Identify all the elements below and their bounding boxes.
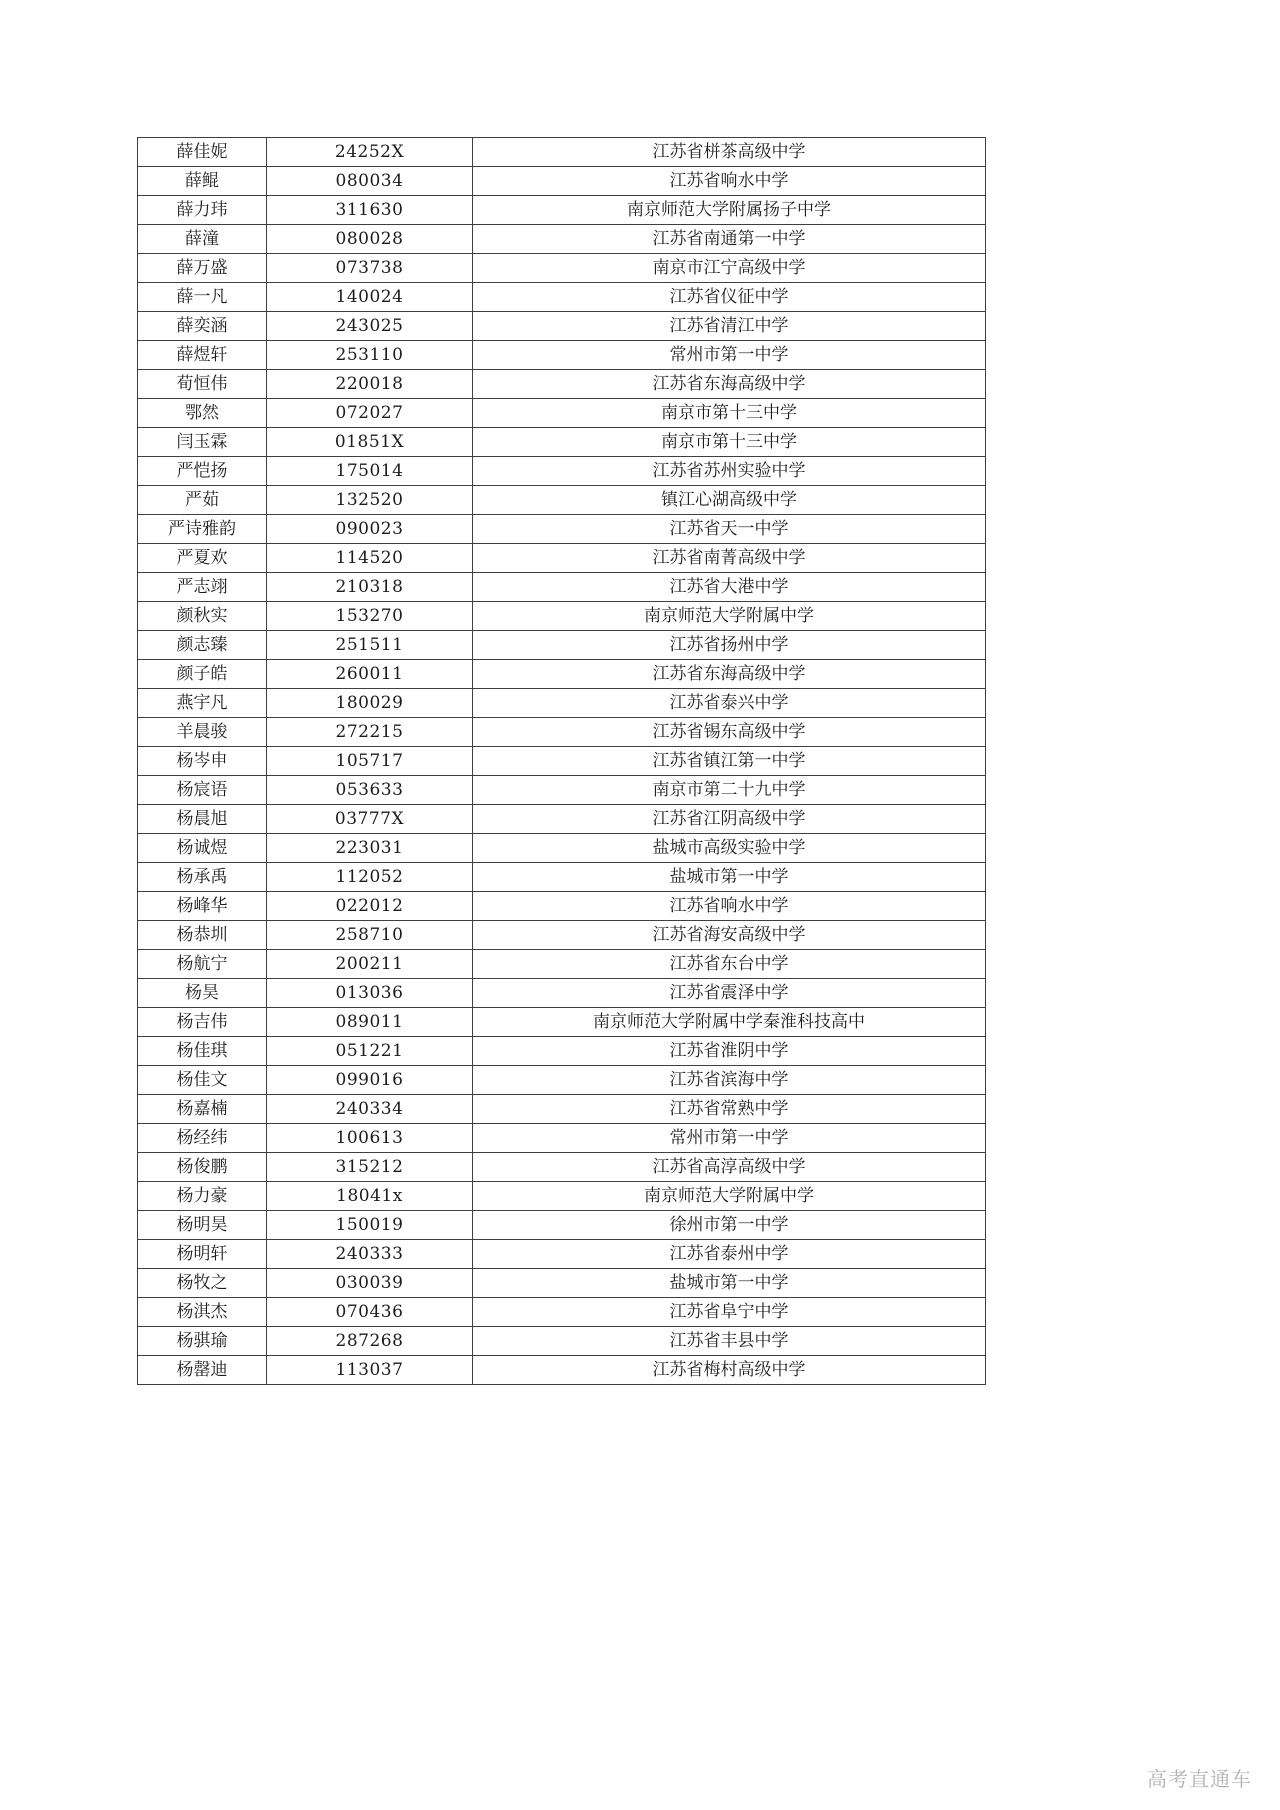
exam-number-cell: 051221 [267, 1037, 473, 1066]
exam-number-cell: 105717 [267, 747, 473, 776]
exam-number-cell: 070436 [267, 1298, 473, 1327]
student-name-cell: 杨罄迪 [138, 1356, 267, 1385]
school-name-cell: 江苏省滨海中学 [473, 1066, 986, 1095]
student-name-cell: 杨诚煜 [138, 834, 267, 863]
school-name-cell: 江苏省南菁高级中学 [473, 544, 986, 573]
school-name-cell: 江苏省镇江第一中学 [473, 747, 986, 776]
exam-number-cell: 210318 [267, 573, 473, 602]
exam-number-cell: 089011 [267, 1008, 473, 1037]
school-name-cell: 常州市第一中学 [473, 341, 986, 370]
exam-number-cell: 132520 [267, 486, 473, 515]
table-row [138, 1095, 986, 1124]
exam-number-cell: 080034 [267, 167, 473, 196]
exam-number-cell: 080028 [267, 225, 473, 254]
exam-number-cell: 253110 [267, 341, 473, 370]
table-row [138, 602, 986, 631]
exam-number-cell: 112052 [267, 863, 473, 892]
school-name-cell: 江苏省海安高级中学 [473, 921, 986, 950]
table-row [138, 747, 986, 776]
table-row [138, 718, 986, 747]
school-name-cell: 江苏省东台中学 [473, 950, 986, 979]
table-row [138, 399, 986, 428]
table-row [138, 225, 986, 254]
student-name-cell: 颜秋实 [138, 602, 267, 631]
table-row [138, 1008, 986, 1037]
student-name-cell: 羊晨骏 [138, 718, 267, 747]
table-row [138, 1066, 986, 1095]
table-row [138, 1182, 986, 1211]
school-name-cell: 江苏省仪征中学 [473, 283, 986, 312]
student-name-cell: 严茹 [138, 486, 267, 515]
exam-number-cell: 140024 [267, 283, 473, 312]
exam-number-cell: 240334 [267, 1095, 473, 1124]
table-row [138, 370, 986, 399]
exam-number-cell: 200211 [267, 950, 473, 979]
school-name-cell: 南京师范大学附属中学秦淮科技高中 [473, 1008, 986, 1037]
school-name-cell: 江苏省天一中学 [473, 515, 986, 544]
student-name-cell: 杨嘉楠 [138, 1095, 267, 1124]
exam-number-cell: 013036 [267, 979, 473, 1008]
exam-number-cell: 240333 [267, 1240, 473, 1269]
school-name-cell: 徐州市第一中学 [473, 1211, 986, 1240]
table-row [138, 428, 986, 457]
table-row [138, 254, 986, 283]
school-name-cell: 盐城市高级实验中学 [473, 834, 986, 863]
table-row [138, 515, 986, 544]
student-name-cell: 杨骐瑜 [138, 1327, 267, 1356]
exam-number-cell: 150019 [267, 1211, 473, 1240]
table-row [138, 834, 986, 863]
student-name-cell: 杨俊鹏 [138, 1153, 267, 1182]
school-name-cell: 盐城市第一中学 [473, 863, 986, 892]
school-name-cell: 江苏省东海高级中学 [473, 660, 986, 689]
exam-number-cell: 223031 [267, 834, 473, 863]
exam-number-cell: 01851X [267, 428, 473, 457]
school-name-cell: 江苏省淮阴中学 [473, 1037, 986, 1066]
exam-number-cell: 053633 [267, 776, 473, 805]
table-row [138, 863, 986, 892]
student-name-cell: 薛奕涵 [138, 312, 267, 341]
school-name-cell: 盐城市第一中学 [473, 1269, 986, 1298]
table-row [138, 660, 986, 689]
school-name-cell: 江苏省响水中学 [473, 167, 986, 196]
exam-number-cell: 022012 [267, 892, 473, 921]
student-name-cell: 薛鲲 [138, 167, 267, 196]
school-name-cell: 南京师范大学附属中学 [473, 1182, 986, 1211]
table-row [138, 1269, 986, 1298]
school-name-cell: 南京师范大学附属扬子中学 [473, 196, 986, 225]
student-name-cell: 杨航宁 [138, 950, 267, 979]
student-name-cell: 杨明昊 [138, 1211, 267, 1240]
exam-number-cell: 073738 [267, 254, 473, 283]
exam-number-cell: 272215 [267, 718, 473, 747]
student-name-cell: 闫玉霖 [138, 428, 267, 457]
exam-number-cell: 243025 [267, 312, 473, 341]
exam-number-cell: 153270 [267, 602, 473, 631]
school-name-cell: 江苏省锡东高级中学 [473, 718, 986, 747]
school-name-cell: 江苏省泰州中学 [473, 1240, 986, 1269]
exam-number-cell: 251511 [267, 631, 473, 660]
table-row [138, 573, 986, 602]
school-name-cell: 南京师范大学附属中学 [473, 602, 986, 631]
student-name-cell: 薛力玮 [138, 196, 267, 225]
student-name-cell: 杨宸语 [138, 776, 267, 805]
table-row [138, 1037, 986, 1066]
student-name-cell: 严恺扬 [138, 457, 267, 486]
student-name-cell: 杨佳文 [138, 1066, 267, 1095]
exam-number-cell: 258710 [267, 921, 473, 950]
table-row [138, 921, 986, 950]
school-name-cell: 江苏省常熟中学 [473, 1095, 986, 1124]
school-name-cell: 江苏省苏州实验中学 [473, 457, 986, 486]
exam-number-cell: 287268 [267, 1327, 473, 1356]
table-row [138, 544, 986, 573]
table-row [138, 283, 986, 312]
student-name-cell: 严诗雅韵 [138, 515, 267, 544]
exam-number-cell: 315212 [267, 1153, 473, 1182]
exam-number-cell: 030039 [267, 1269, 473, 1298]
table-row [138, 196, 986, 225]
student-name-cell: 杨恭圳 [138, 921, 267, 950]
exam-number-cell: 03777X [267, 805, 473, 834]
student-name-cell: 杨承禹 [138, 863, 267, 892]
table-row [138, 1298, 986, 1327]
student-name-cell: 严志翊 [138, 573, 267, 602]
student-name-cell: 杨经纬 [138, 1124, 267, 1153]
student-name-cell: 薛煜轩 [138, 341, 267, 370]
table-row [138, 486, 986, 515]
student-name-cell: 杨淇杰 [138, 1298, 267, 1327]
school-name-cell: 江苏省梅村高级中学 [473, 1356, 986, 1385]
exam-number-cell: 180029 [267, 689, 473, 718]
student-name-cell: 杨力豪 [138, 1182, 267, 1211]
exam-number-cell: 311630 [267, 196, 473, 225]
table-row [138, 689, 986, 718]
student-name-cell: 杨昊 [138, 979, 267, 1008]
school-name-cell: 镇江心湖高级中学 [473, 486, 986, 515]
student-name-cell: 鄂然 [138, 399, 267, 428]
table-row [138, 1211, 986, 1240]
exam-number-cell: 18041x [267, 1182, 473, 1211]
student-name-cell: 杨峰华 [138, 892, 267, 921]
exam-number-cell: 113037 [267, 1356, 473, 1385]
student-name-cell: 颜子皓 [138, 660, 267, 689]
school-name-cell: 南京市第十三中学 [473, 428, 986, 457]
exam-number-cell: 114520 [267, 544, 473, 573]
student-roster-table [137, 137, 986, 1385]
table-row [138, 1327, 986, 1356]
table-row [138, 1153, 986, 1182]
student-name-cell: 燕宇凡 [138, 689, 267, 718]
school-name-cell: 江苏省清江中学 [473, 312, 986, 341]
table-row [138, 167, 986, 196]
school-name-cell: 江苏省江阴高级中学 [473, 805, 986, 834]
student-name-cell: 杨岑申 [138, 747, 267, 776]
table-row [138, 457, 986, 486]
table-row [138, 312, 986, 341]
exam-number-cell: 090023 [267, 515, 473, 544]
student-name-cell: 严夏欢 [138, 544, 267, 573]
student-name-cell: 颜志臻 [138, 631, 267, 660]
table-row [138, 138, 986, 167]
school-name-cell: 江苏省震泽中学 [473, 979, 986, 1008]
table-row [138, 631, 986, 660]
student-name-cell: 杨吉伟 [138, 1008, 267, 1037]
school-name-cell: 江苏省高淳高级中学 [473, 1153, 986, 1182]
exam-number-cell: 072027 [267, 399, 473, 428]
school-name-cell: 江苏省东海高级中学 [473, 370, 986, 399]
school-name-cell: 江苏省丰县中学 [473, 1327, 986, 1356]
student-name-cell: 薛万盛 [138, 254, 267, 283]
school-name-cell: 江苏省扬州中学 [473, 631, 986, 660]
table-row [138, 341, 986, 370]
school-name-cell: 江苏省阜宁中学 [473, 1298, 986, 1327]
student-name-cell: 杨牧之 [138, 1269, 267, 1298]
exam-number-cell: 24252X [267, 138, 473, 167]
school-name-cell: 江苏省响水中学 [473, 892, 986, 921]
student-name-cell: 薛一凡 [138, 283, 267, 312]
school-name-cell: 常州市第一中学 [473, 1124, 986, 1153]
school-name-cell: 南京市第十三中学 [473, 399, 986, 428]
exam-number-cell: 100613 [267, 1124, 473, 1153]
table-row [138, 950, 986, 979]
school-name-cell: 江苏省栟茶高级中学 [473, 138, 986, 167]
student-name-cell: 荀恒伟 [138, 370, 267, 399]
student-name-cell: 杨明轩 [138, 1240, 267, 1269]
school-name-cell: 江苏省大港中学 [473, 573, 986, 602]
school-name-cell: 南京市第二十九中学 [473, 776, 986, 805]
student-name-cell: 薛潼 [138, 225, 267, 254]
table-row [138, 776, 986, 805]
table-row [138, 805, 986, 834]
school-name-cell: 江苏省泰兴中学 [473, 689, 986, 718]
table-row [138, 1356, 986, 1385]
table-row [138, 1240, 986, 1269]
exam-number-cell: 260011 [267, 660, 473, 689]
exam-number-cell: 099016 [267, 1066, 473, 1095]
table-row [138, 892, 986, 921]
table-row [138, 1124, 986, 1153]
watermark-text: 高考直通车 [1147, 1767, 1252, 1791]
table-row [138, 979, 986, 1008]
exam-number-cell: 220018 [267, 370, 473, 399]
student-name-cell: 薛佳妮 [138, 138, 267, 167]
school-name-cell: 江苏省南通第一中学 [473, 225, 986, 254]
exam-number-cell: 175014 [267, 457, 473, 486]
school-name-cell: 南京市江宁高级中学 [473, 254, 986, 283]
roster-table-body [138, 138, 986, 1385]
student-name-cell: 杨晨旭 [138, 805, 267, 834]
student-name-cell: 杨佳琪 [138, 1037, 267, 1066]
